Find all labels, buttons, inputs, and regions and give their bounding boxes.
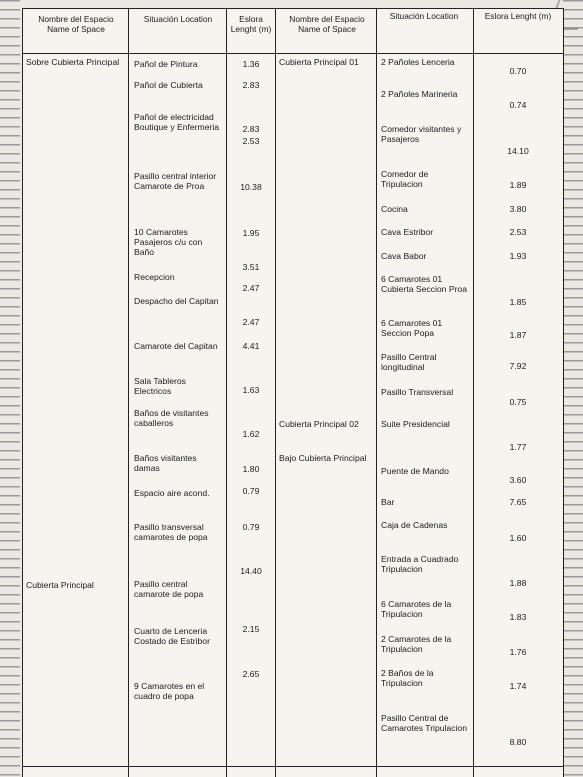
left-location: 10 Camarotes Pasajeros c/u con Baño — [134, 227, 203, 257]
left-length-value: 1.95 — [242, 228, 260, 238]
left-length-value: 2.15 — [242, 624, 260, 634]
left-space-name: Sobre Cubierta Principal — [26, 57, 120, 67]
right-location: 2 Camarotes de la Tripulacion — [381, 634, 452, 654]
right-length-value: 3.80 — [509, 204, 527, 214]
left-length-value: 3.51 — [242, 262, 260, 272]
right-length-value: 0.75 — [509, 397, 527, 407]
left-length-value: 2.53 — [242, 136, 260, 146]
left-location: Pañol de electricidad Boutique y Enfermeria — [134, 112, 220, 132]
right-length-value: 1.74 — [509, 681, 527, 691]
left-length-value: 14.40 — [240, 566, 262, 576]
right-location: Pasillo Transversal — [381, 387, 454, 397]
right-location: 2 Baños de la Tripulacion — [381, 668, 434, 688]
document-table — [22, 8, 564, 777]
right-location: Puente de Mando — [381, 466, 449, 476]
right-location: Cava Estribor — [381, 227, 434, 237]
right-location: Cava Babor — [381, 251, 427, 261]
header-location-left: Situación Location — [143, 14, 213, 24]
right-length-value: 8.80 — [509, 737, 527, 747]
left-length-value: 10.38 — [240, 182, 262, 192]
right-location: Bar — [381, 497, 395, 507]
left-length-value: 4.41 — [242, 341, 260, 351]
left-location: Sala Tableros Electricos — [134, 376, 186, 396]
header-length-left: Eslora Lenght (m) — [230, 14, 272, 34]
right-location: Caja de Cadenas — [381, 520, 448, 530]
right-space-name: Bajo Cubierta Principal — [279, 453, 367, 463]
right-space-name: Cubierta Principal 02 — [279, 419, 359, 429]
left-location: Pasillo transversal camarotes de popa — [134, 522, 208, 542]
header-name-of-space-left: Nombre del Espacio Name of Space — [38, 14, 114, 34]
right-location: 2 Pañoles Lenceria — [381, 57, 455, 67]
left-location: Despacho del Capitan — [134, 296, 219, 306]
left-location: 9 Camarotes en el cuadro de popa — [134, 681, 205, 701]
left-length-value: 1.63 — [242, 385, 260, 395]
left-location: Baños visitantes damas — [134, 453, 197, 473]
left-location: Recepcion — [134, 272, 175, 282]
right-length-value: 1.85 — [509, 297, 527, 307]
right-length-value: 1.89 — [509, 180, 527, 190]
right-length-value: 3.60 — [509, 475, 527, 485]
left-location: Camarote del Capitan — [134, 341, 218, 351]
right-location: 6 Camarotes 01 Seccion Popa — [381, 318, 443, 338]
left-location: Baños de visitantes caballeros — [134, 408, 209, 428]
left-length-value: 2.65 — [242, 669, 260, 679]
left-length-value: 0.79 — [242, 522, 260, 532]
right-location: 6 Camarotes de la Tripulacion — [381, 599, 452, 619]
right-location: 2 Pañoles Marineria — [381, 89, 458, 99]
right-location: Comedor de Tripulacion — [381, 169, 429, 189]
left-length-value: 2.83 — [242, 124, 260, 134]
left-length-value: 0.79 — [242, 486, 260, 496]
right-length-value: 2.53 — [509, 227, 527, 237]
left-length-value: 1.80 — [242, 464, 260, 474]
right-length-value: 1.77 — [509, 442, 527, 452]
right-space-name: Cubierta Principal 01 — [279, 57, 359, 67]
left-location: Cuarto de Lenceria Costado de Estribor — [134, 626, 210, 646]
decorative-border-right — [563, 0, 583, 777]
right-location: Pasillo Central longitudinal — [381, 352, 437, 372]
right-length-value: 7.92 — [509, 361, 527, 371]
decorative-border-left — [0, 0, 20, 777]
right-length-value: 1.83 — [509, 612, 527, 622]
left-length-value: 1.36 — [242, 59, 260, 69]
right-location: 6 Camarotes 01 Cubierta Seccion Proa — [381, 274, 467, 294]
right-location: Comedor visitantes y Pasajeros — [381, 124, 462, 144]
left-location: Pañol de Cubierta — [134, 80, 203, 90]
right-location: Cocina — [381, 204, 408, 214]
right-length-value: 0.70 — [509, 66, 527, 76]
right-length-value: 14.10 — [507, 146, 529, 156]
right-length-value: 7.65 — [509, 497, 527, 507]
left-length-value: 2.83 — [242, 80, 260, 90]
left-length-value: 2.47 — [242, 283, 260, 293]
right-length-value: 1.88 — [509, 578, 527, 588]
header-length-right: Eslora Lenght (m) — [484, 11, 552, 21]
header-name-of-space-right: Nombre del Espacio Name of Space — [289, 14, 365, 34]
left-location: Pasillo central interior Camarote de Proa — [134, 171, 217, 191]
left-location: Espacio aire acond. — [134, 488, 210, 498]
right-length-value: 1.76 — [509, 647, 527, 657]
right-length-value: 0.74 — [509, 100, 527, 110]
left-length-value: 1.62 — [242, 429, 260, 439]
header-location-right: Situación Location — [389, 11, 459, 21]
right-length-value: 1.87 — [509, 330, 527, 340]
right-length-value: 1.60 — [509, 533, 527, 543]
right-length-value: 1.93 — [509, 251, 527, 261]
left-location: Pasillo central camarote de popa — [134, 579, 204, 599]
left-location: Pañol de Pintura — [134, 59, 198, 69]
right-location: Suite Presidencial — [381, 419, 450, 429]
right-location: Pasillo Central de Camarotes Tripulacion — [381, 713, 467, 733]
right-location: Entrada a Cuadrado Tripulacion — [381, 554, 459, 574]
left-length-value: 2.47 — [242, 317, 260, 327]
left-space-name: Cubierta Principal — [26, 580, 94, 590]
